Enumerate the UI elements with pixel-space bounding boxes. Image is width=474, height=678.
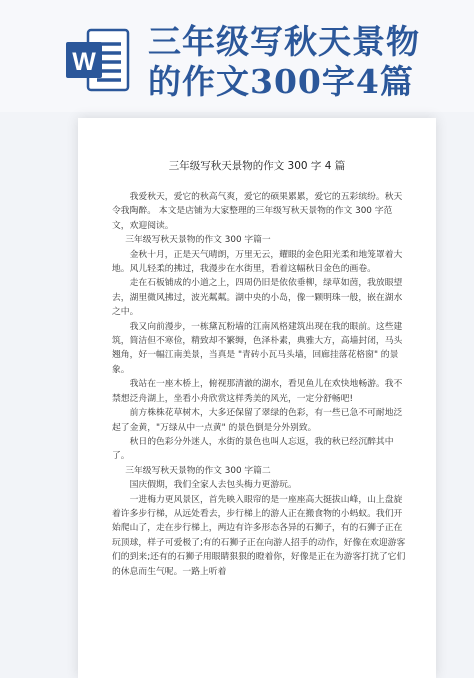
document-preview <box>78 118 436 678</box>
paragraph: 秋日的色彩分外迷人，水街的景色也叫人忘返，我的秋已经沉醉其中了。 <box>112 436 394 462</box>
paragraph: 我爱秋天，爱它的秋高气爽，爱它的硕果累累，爱它的五彩缤纷。秋天令我陶醉。 本文是店铺为大家整理的三年级写秋天景物的作文 300 字范文，欢迎阅读。 <box>112 192 403 231</box>
document-body <box>112 190 406 579</box>
page-title <box>148 22 468 102</box>
section-heading: 三年级写秋天景物的作文 300 字篇一 <box>125 235 271 246</box>
word-icon-letter: W <box>72 48 96 76</box>
paragraph: 我站在一座木桥上，俯视那清澈的湖水，看见鱼儿在欢快地畅游。我不禁想泛舟湖上，坐看小舟欣赏这样秀美的风光，一定分舒畅吧! <box>112 379 403 404</box>
header-banner <box>0 0 474 112</box>
page-title-line2: 的作文300字4篇 <box>148 62 414 101</box>
page-title-line1: 三年级写秋天景物 <box>148 22 420 61</box>
paragraph: 一进梅力更风景区，首先映入眼帘的是一座座高大挺拔山峰，山上盘旋着许多步行梯，从远处看去，步行梯上的游人正在搬食物的小蚂蚁。我们开始爬山了，走在步行梯上，两边有许多形态各异的石狮子，有的石狮子正在玩顶球，样子可爱极了;有的石狮子正在向游人招手的动作，好像在欢迎游客们的到来;还有的石狮子用眼睛狠狠的瞪着你，好像是正在为游客打扰了它们的休息而生气呢。一路上听着 <box>112 494 406 577</box>
paragraph: 金秋十月，正是天气晴朗，万里无云，耀眼的金色阳光柔和地笼罩着大地。风儿轻柔的拂过，我漫步在水街里，看着这幅秋日金色的画卷。 <box>112 249 403 275</box>
word-document-icon <box>64 26 132 94</box>
paragraph: 前方株株花草树木，大多还保留了翠绿的色彩，有一些已急不可耐地泛起了金黄，"万绿从中一点黄" 的景色倒是分外别致。 <box>112 408 403 433</box>
paragraph: 走在石板铺成的小道之上，四周仍旧是依依垂柳，绿草如茵，我放眼望去，湖里微风拂过，波光粼粼。湖中央的小岛，像一颗明珠一般，嵌在湖水之中。 <box>112 278 403 318</box>
document-title: 三年级写秋天景物的作文 300 字 4 篇 <box>168 160 346 172</box>
paragraph: 国庆假期，我们全家人去包头梅力更游玩。 <box>129 480 297 491</box>
paragraph: 我又向前漫步，一栋黛瓦粉墙的江南风格建筑出现在我的眼前。这些建筑，简洁但不寒俭，精致却不繁缛，色泽朴素，典雅大方，高墙封闭，马头翘角，好一幅江南美景，当真是 "青砖小瓦马头墙，回廊挂落花格窗" 的景象。 <box>112 321 403 375</box>
section-heading: 三年级写秋天景物的作文 300 字篇二 <box>125 465 271 476</box>
